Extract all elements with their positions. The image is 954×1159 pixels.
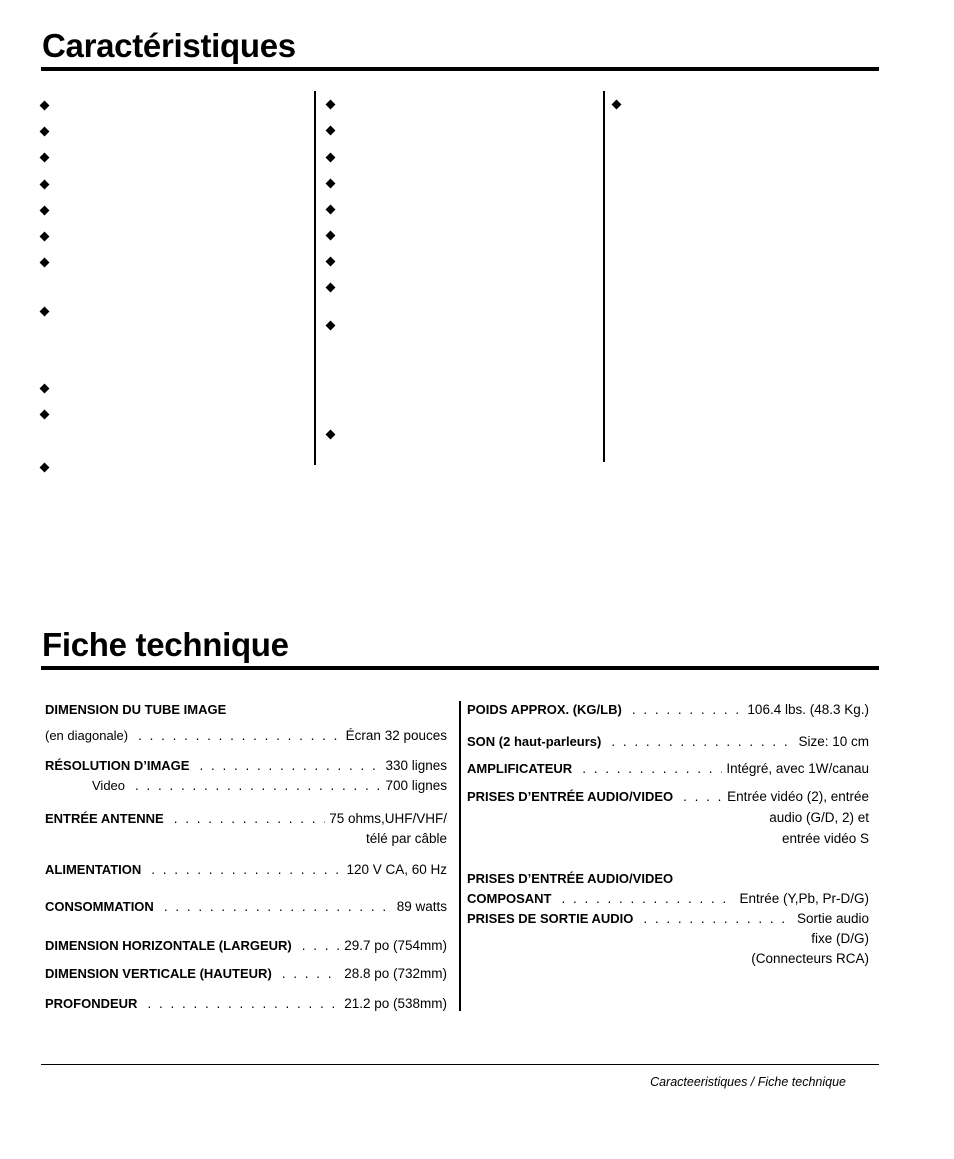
spec-diagonal: (en diagonale) . . . Écran 32 pouces bbox=[45, 728, 447, 743]
spec-weight: POIDS APPROX. (KG/LB) . . . 106.4 lbs. (48.3 Kg.) bbox=[467, 702, 869, 717]
spec-av-inputs-cont: audio (G/D, 2) et bbox=[769, 810, 869, 825]
spec-amplifier: AMPLIFICATEUR . . . Intégré, avec 1W/canau bbox=[467, 761, 869, 776]
feature-bullet bbox=[40, 232, 50, 242]
spec-antenna: ENTRÉE ANTENNE . . . 75 ohms,UHF/VHF/ bbox=[45, 811, 447, 826]
spec-audio-out-cont: (Connecteurs RCA) bbox=[751, 951, 869, 966]
specs-title: Fiche technique bbox=[42, 626, 289, 663]
specs-title-rule bbox=[41, 666, 879, 670]
spec-av-inputs-cont: entrée vidéo S bbox=[781, 831, 869, 846]
feature-bullet bbox=[40, 463, 50, 473]
features-title-rule bbox=[41, 67, 879, 71]
feature-bullet bbox=[40, 307, 50, 317]
feature-bullet bbox=[326, 126, 336, 136]
spec-resolution: RÉSOLUTION D’IMAGE . . . 330 lignes bbox=[45, 758, 447, 773]
spec-depth: PROFONDEUR . . . 21.2 po (538mm) bbox=[45, 996, 447, 1011]
spec-antenna-cont: télé par câble bbox=[365, 831, 447, 846]
feature-bullet bbox=[40, 384, 50, 394]
feature-bullet bbox=[40, 180, 50, 190]
footer-rule bbox=[41, 1064, 879, 1065]
spec-video-resolution: Video . . . 700 lignes bbox=[92, 778, 447, 793]
feature-bullet bbox=[326, 257, 336, 267]
component-inputs-header: PRISES D’ENTRÉE AUDIO/VIDEO bbox=[467, 871, 674, 886]
feature-bullet bbox=[40, 206, 50, 216]
page-footer: Caracteeristiques / Fiche technique bbox=[650, 1075, 846, 1089]
spec-component: COMPOSANT . . . Entrée (Y,Pb, Pr-D/G) bbox=[467, 891, 869, 906]
feature-bullet bbox=[40, 153, 50, 163]
feature-bullet bbox=[326, 231, 336, 241]
spec-audio-out: PRISES DE SORTIE AUDIO . . . Sortie audio bbox=[467, 911, 869, 926]
specs-column-divider bbox=[459, 701, 461, 1011]
column-divider bbox=[314, 91, 316, 465]
feature-bullet bbox=[326, 153, 336, 163]
spec-audio-out-cont: fixe (D/G) bbox=[811, 931, 869, 946]
feature-bullet bbox=[40, 127, 50, 137]
feature-bullet bbox=[40, 258, 50, 268]
spec-av-inputs: PRISES D’ENTRÉE AUDIO/VIDEO . . . Entrée vidéo (2), entrée bbox=[467, 789, 869, 804]
spec-power: ALIMENTATION . . . 120 V CA, 60 Hz bbox=[45, 862, 447, 877]
spec-height: DIMENSION VERTICALE (HAUTEUR) . . . 28.8 po (732mm) bbox=[45, 966, 447, 981]
feature-bullet bbox=[612, 100, 622, 110]
feature-bullet bbox=[326, 205, 336, 215]
feature-bullet bbox=[326, 430, 336, 440]
column-divider bbox=[603, 91, 605, 462]
feature-bullet bbox=[326, 321, 336, 331]
feature-bullet bbox=[40, 101, 50, 111]
spec-sound: SON (2 haut-parleurs) . . . Size: 10 cm bbox=[467, 734, 869, 749]
spec-consumption: CONSOMMATION . . . 89 watts bbox=[45, 899, 447, 914]
feature-bullet bbox=[326, 283, 336, 293]
features-title: Caractéristiques bbox=[42, 27, 296, 64]
tube-size-header: DIMENSION DU TUBE IMAGE bbox=[45, 702, 227, 717]
feature-bullet bbox=[40, 410, 50, 420]
spec-width: DIMENSION HORIZONTALE (LARGEUR) . . . 29.7 po (754mm) bbox=[45, 938, 447, 953]
feature-bullet bbox=[326, 100, 336, 110]
feature-bullet bbox=[326, 179, 336, 189]
